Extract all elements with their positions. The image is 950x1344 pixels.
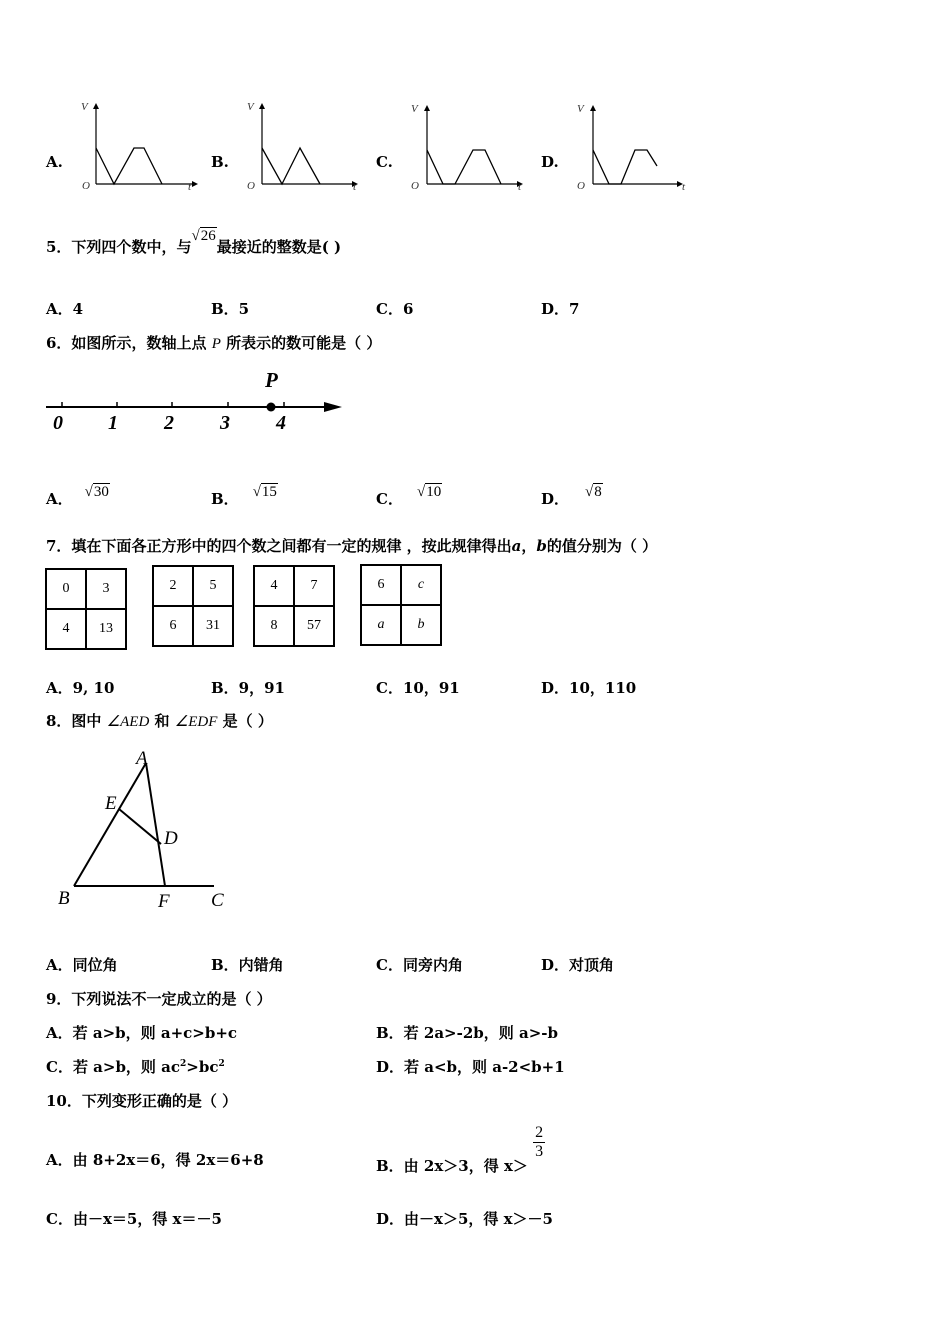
q7-option-a[interactable]: A．9, 10 [46, 679, 115, 697]
q4-graph-b-v-label: V [247, 101, 254, 113]
q4-graph-d-origin: O [577, 180, 585, 192]
q9-option-a[interactable]: A．若 a>b，则 a+c>b+c [46, 1024, 238, 1042]
q6-point-p-dot [267, 403, 276, 412]
q9-stem: 9．下列说法不一定成立的是（ ） [46, 990, 272, 1008]
q10-option-d[interactable]: D．由－x＞5，得 x＞－5 [376, 1210, 553, 1228]
q8-point-e: E [105, 793, 117, 814]
q4-graph-d-t-label: t [682, 181, 686, 193]
q4-graph-c-v-label: V [411, 103, 418, 115]
q6-option-b[interactable]: B． √15 [211, 484, 277, 508]
q4-graph-a [74, 100, 200, 196]
q4-graph-a-v-label: V [81, 101, 88, 113]
q7-square-2-cell: 2 [153, 566, 193, 606]
q7-square-3-cell: 4 [254, 566, 294, 606]
q4-graph-a-origin: O [82, 180, 90, 192]
q7-square-1-cell: 4 [46, 609, 86, 649]
q9-option-c[interactable]: C．若 a>b，则 $ac^2>bc^2$ [46, 1058, 225, 1076]
q8-option-a[interactable]: A．同位角 [46, 956, 118, 974]
q4-option-c-label: C. [376, 153, 393, 171]
q4-graph-b-t-label: t [353, 181, 357, 193]
q7-square-1-cell: 3 [86, 569, 126, 609]
q10-option-b[interactable]: B．由 2x＞3，得 x＞ $\frac{2}{3}$ [376, 1124, 544, 1176]
q6-stem: 6．如图所示，数轴上点 P 所表示的数可能是（ ） [46, 334, 382, 352]
q5-sqrt: √26 [191, 228, 216, 244]
q7-square-1-cell: 13 [86, 609, 126, 649]
q6-option-c[interactable]: C． √10 [376, 484, 442, 508]
q7-square-4-cell: a [361, 605, 401, 645]
q8-point-a: A [136, 748, 148, 769]
q4-option-a-label: A. [46, 153, 63, 171]
q10-option-c[interactable]: C．由－x＝5，得 x＝－5 [46, 1210, 222, 1228]
q6-option-d[interactable]: D． √8 [541, 484, 602, 508]
q7-square-3-cell: 8 [254, 606, 294, 646]
q6-tick-0: 0 [53, 412, 63, 434]
q7-stem: 7．填在下面各正方形中的四个数之间都有一定的规律 ，按此规律得出a，b的值分别为（ ） [46, 537, 658, 555]
q8-option-b[interactable]: B．内错角 [211, 956, 284, 974]
q10-stem: 10．下列变形正确的是（ ） [46, 1092, 238, 1110]
q7-square-2-cell: 5 [193, 566, 233, 606]
q7-square-4-cell: b [401, 605, 441, 645]
q4-option-b-label: B. [211, 153, 229, 171]
q9-option-d[interactable]: D．若 a<b，则 a-2<b+1 [376, 1058, 565, 1076]
q8-option-d[interactable]: D．对顶角 [541, 956, 615, 974]
q8-point-c: C [211, 890, 224, 911]
q8-point-d: D [164, 828, 178, 849]
q7-square-2-cell: 31 [193, 606, 233, 646]
q7-option-b[interactable]: B．9，91 [211, 679, 285, 697]
q4-graph-b [240, 100, 366, 196]
q5-option-d[interactable]: D．7 [541, 300, 580, 318]
q5-option-a[interactable]: A．4 [46, 300, 84, 318]
q5-option-b[interactable]: B．5 [211, 300, 250, 318]
q4-option-d-label: D. [541, 153, 559, 171]
q7-square-4-cell: 6 [361, 565, 401, 605]
q4-graph-c-t-label: t [518, 181, 522, 193]
q9-option-b[interactable]: B．若 2a>-2b，则 a>-b [376, 1024, 558, 1042]
q6-tick-1: 1 [108, 412, 118, 434]
q10-fraction: $\frac{2}{3}$ [535, 1124, 544, 1160]
q4-graph-c [405, 102, 531, 198]
q6-tick-2: 2 [164, 412, 174, 434]
q7-square-2 [152, 565, 234, 647]
q7-square-2-cell: 6 [153, 606, 193, 646]
q4-graph-c-origin: O [411, 180, 419, 192]
q4-graph-d-v-label: V [577, 103, 584, 115]
q7-square-1-cell: 0 [46, 569, 86, 609]
q6-option-a[interactable]: A． √30 [46, 484, 109, 508]
q7-option-d[interactable]: D．10，110 [541, 679, 637, 697]
q7-square-3 [253, 565, 335, 647]
q4-graph-b-origin: O [247, 180, 255, 192]
q4-graph-d [571, 102, 697, 198]
q7-square-4-cell: c [401, 565, 441, 605]
q7-square-3-cell: 7 [294, 566, 334, 606]
q8-point-f: F [158, 891, 170, 912]
q4-graph-a-t-label: t [188, 181, 192, 193]
q6-tick-4: 4 [276, 412, 286, 434]
q8-option-c[interactable]: C．同旁内角 [376, 956, 463, 974]
q7-option-c[interactable]: C．10，91 [376, 679, 460, 697]
q7-square-3-cell: 57 [294, 606, 334, 646]
q5-stem: 5．下列四个数中，与√26最接近的整数是( ) [46, 228, 342, 256]
q7-square-1 [45, 568, 127, 650]
q5-option-c[interactable]: C．6 [376, 300, 414, 318]
q6-tick-3: 3 [220, 412, 230, 434]
q6-point-p-label: P [265, 368, 278, 392]
q10-option-a[interactable]: A．由 8+2x＝6，得 2x＝6+8 [46, 1151, 264, 1169]
q8-point-b: B [58, 888, 70, 909]
q8-stem: 8．图中 ∠AED 和 ∠EDF 是（ ） [46, 712, 273, 730]
q7-square-4 [360, 564, 442, 646]
q6-number-line [40, 366, 350, 438]
